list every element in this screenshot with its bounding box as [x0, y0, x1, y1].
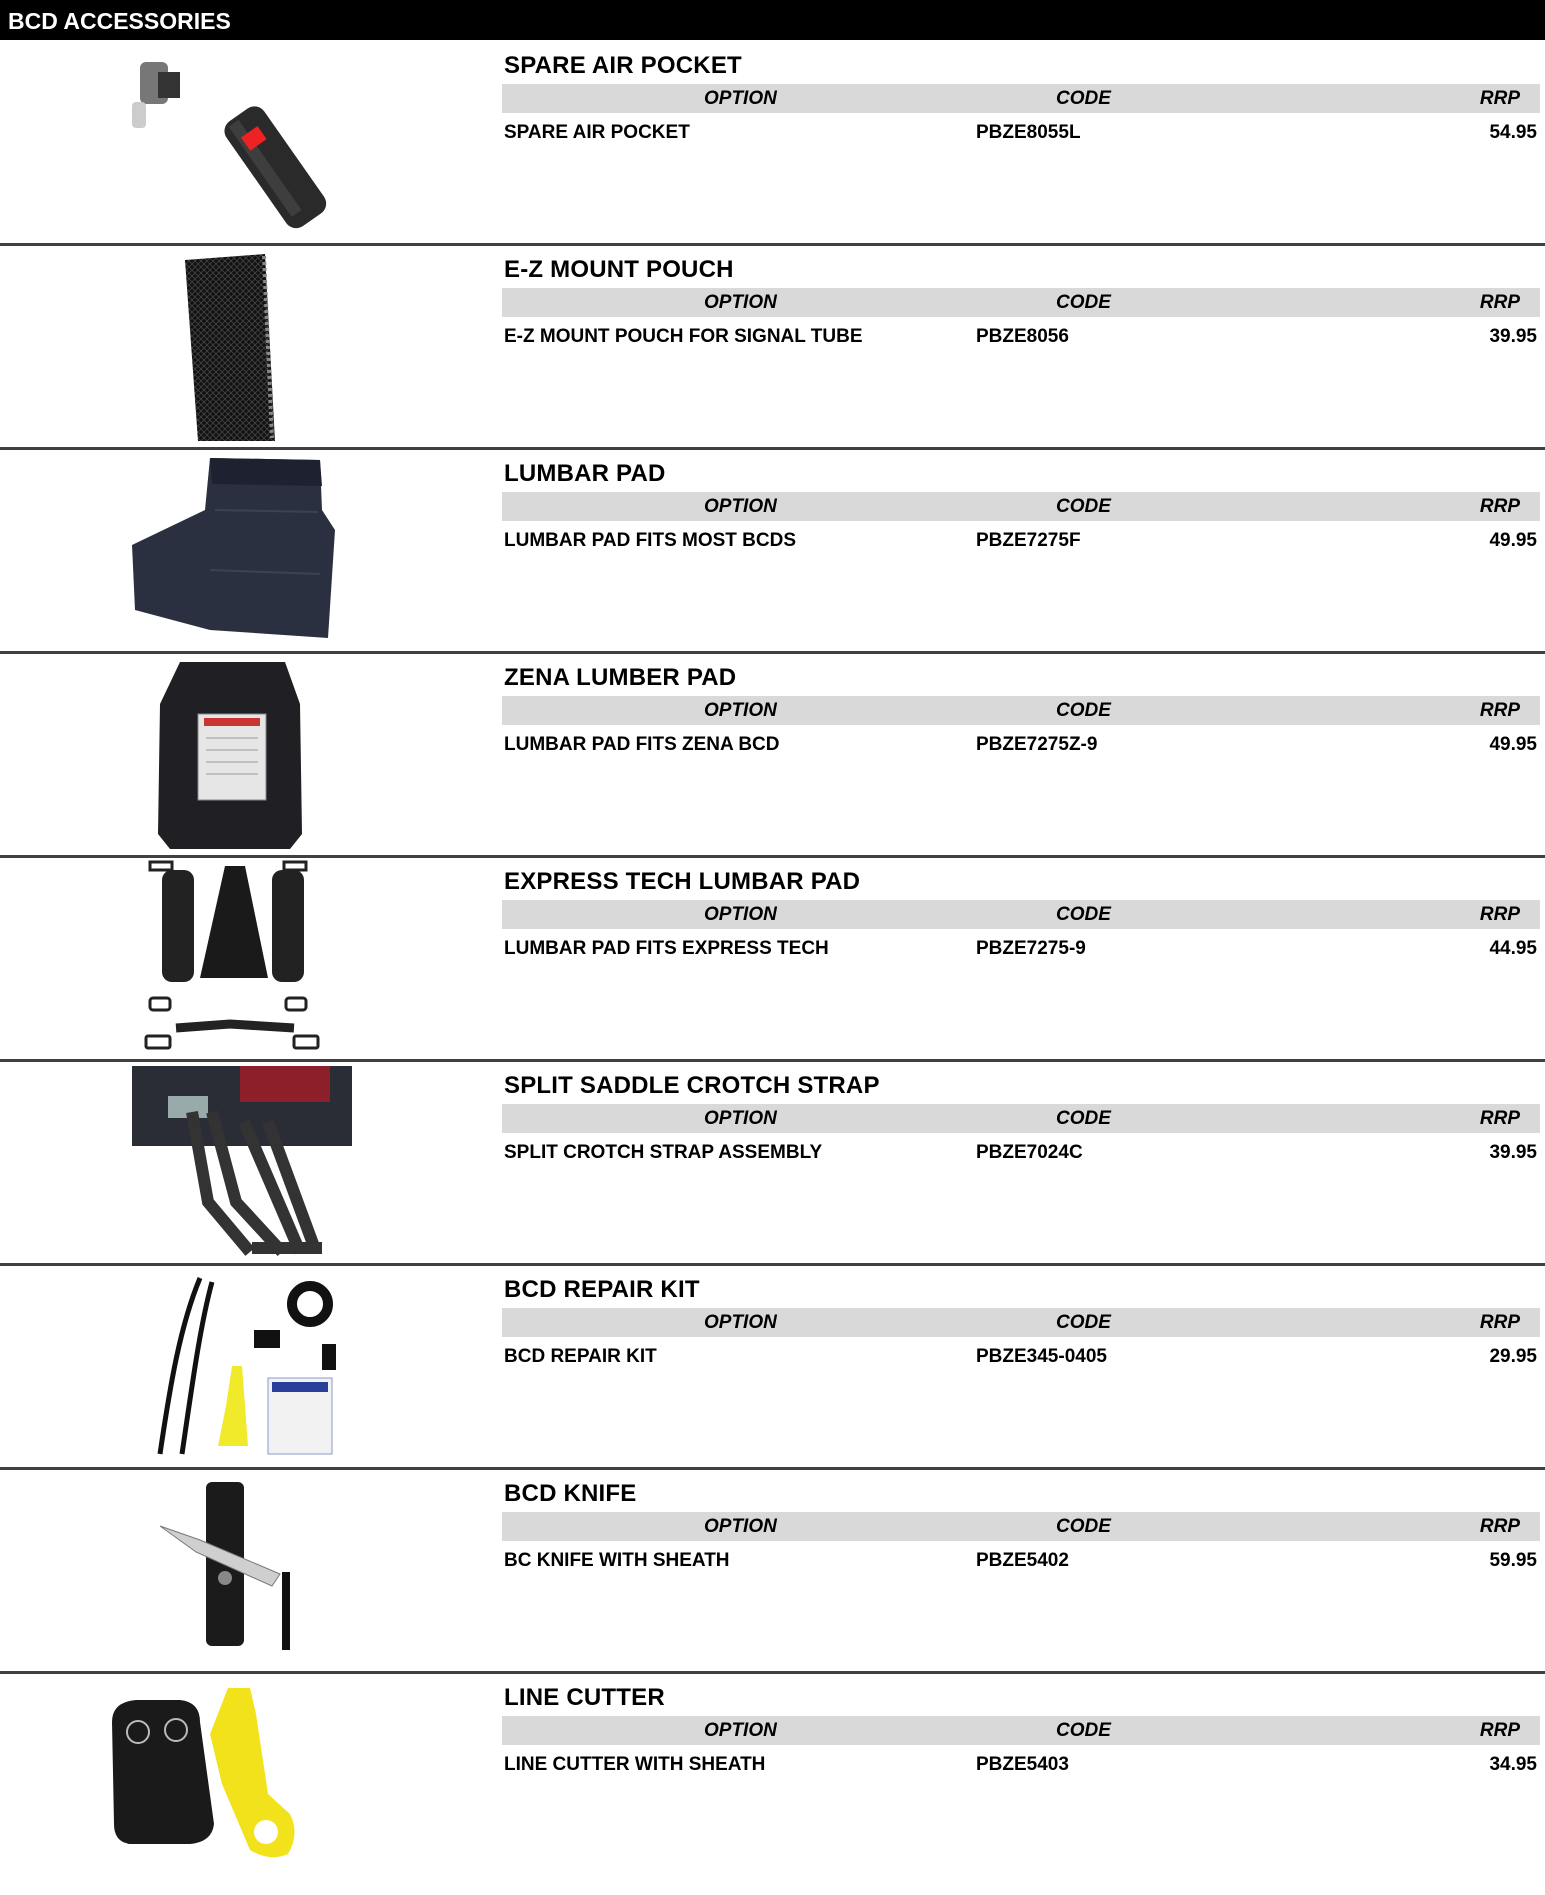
option-cell: E-Z MOUNT POUCH FOR SIGNAL TUBE: [504, 326, 863, 347]
page-title: BCD ACCESSORIES: [8, 8, 231, 34]
page-header: [0, 0, 1545, 40]
product-image: [0, 450, 490, 650]
product-image: [0, 246, 490, 446]
rrp-cell: 29.95: [1489, 1346, 1537, 1367]
column-code: CODE: [1056, 1312, 1111, 1333]
column-code: CODE: [1056, 904, 1111, 925]
code-cell: PBZE7275-9: [976, 938, 1086, 959]
code-cell: PBZE5403: [976, 1754, 1069, 1775]
column-code: CODE: [1056, 700, 1111, 721]
option-cell: BC KNIFE WITH SHEATH: [504, 1550, 730, 1571]
product-image: [0, 1470, 490, 1670]
table-header: [502, 492, 1540, 521]
table-row: [504, 526, 1537, 554]
column-code: CODE: [1056, 1108, 1111, 1129]
code-cell: PBZE7275F: [976, 530, 1081, 551]
rrp-cell: 49.95: [1489, 530, 1537, 551]
table-header: [502, 900, 1540, 929]
rrp-cell: 39.95: [1489, 1142, 1537, 1163]
column-option: OPTION: [704, 1516, 777, 1537]
column-option: OPTION: [704, 700, 777, 721]
column-option: OPTION: [704, 904, 777, 925]
column-rrp: RRP: [1479, 1312, 1520, 1333]
option-cell: SPARE AIR POCKET: [504, 122, 690, 143]
rrp-cell: 34.95: [1489, 1754, 1537, 1775]
product-image: [0, 1062, 490, 1262]
code-cell: PBZE7024C: [976, 1142, 1083, 1163]
table-row: [504, 1546, 1537, 1574]
option-cell: SPLIT CROTCH STRAP ASSEMBLY: [504, 1142, 823, 1163]
table-row: [504, 730, 1537, 758]
product-title: LUMBAR PAD: [504, 460, 666, 487]
rrp-cell: 49.95: [1489, 734, 1537, 755]
bc-knife-icon: [0, 1470, 490, 1670]
code-cell: PBZE8056: [976, 326, 1069, 347]
code-cell: PBZE7275Z-9: [976, 734, 1098, 755]
rrp-cell: 39.95: [1489, 326, 1537, 347]
code-cell: PBZE5402: [976, 1550, 1069, 1571]
column-option: OPTION: [704, 88, 777, 109]
table-header: [502, 1716, 1540, 1745]
spare-air-pocket-icon: [0, 42, 490, 242]
product-lumbar-pad: [0, 450, 1545, 654]
product-express-tech-lumbar-pad: [0, 858, 1545, 1062]
product-title: EXPRESS TECH LUMBAR PAD: [504, 868, 861, 895]
lumbar-pad-icon: [0, 450, 490, 650]
product-split-saddle-crotch-strap: [0, 1062, 1545, 1266]
table-header: [502, 1104, 1540, 1133]
column-rrp: RRP: [1479, 904, 1520, 925]
option-cell: LUMBAR PAD FITS MOST BCDS: [504, 530, 797, 551]
product-image: [0, 1266, 490, 1466]
product-bcd-knife: [0, 1470, 1545, 1674]
column-option: OPTION: [704, 1720, 777, 1741]
column-code: CODE: [1056, 292, 1111, 313]
repair-kit-icon: [0, 1266, 490, 1466]
product-image: [0, 858, 490, 1058]
column-option: OPTION: [704, 1108, 777, 1129]
option-cell: LUMBAR PAD FITS EXPRESS TECH: [504, 938, 829, 959]
column-option: OPTION: [704, 496, 777, 517]
column-rrp: RRP: [1479, 1720, 1520, 1741]
line-cutter-icon: [0, 1674, 490, 1889]
product-title: SPARE AIR POCKET: [504, 52, 742, 79]
express-tech-pad-icon: [0, 858, 490, 1058]
table-header: [502, 696, 1540, 725]
product-title: ZENA LUMBER PAD: [504, 664, 737, 691]
column-rrp: RRP: [1479, 1516, 1520, 1537]
column-rrp: RRP: [1479, 1108, 1520, 1129]
code-cell: PBZE8055L: [976, 122, 1081, 143]
table-row: [504, 322, 1537, 350]
code-cell: PBZE345-0405: [976, 1346, 1107, 1367]
column-option: OPTION: [704, 292, 777, 313]
option-cell: LUMBAR PAD FITS ZENA BCD: [504, 734, 780, 755]
product-title: LINE CUTTER: [504, 1684, 665, 1711]
table-header: [502, 84, 1540, 113]
table-header: [502, 1308, 1540, 1337]
product-spare-air-pocket: [0, 42, 1545, 246]
column-rrp: RRP: [1479, 700, 1520, 721]
rrp-cell: 54.95: [1489, 122, 1537, 143]
column-rrp: RRP: [1479, 496, 1520, 517]
table-row: [504, 1750, 1537, 1778]
column-option: OPTION: [704, 1312, 777, 1333]
product-line-cutter: [0, 1674, 1545, 1878]
table-row: [504, 934, 1537, 962]
product-title: BCD KNIFE: [504, 1480, 637, 1507]
product-image: [0, 654, 490, 854]
zena-lumbar-pad-icon: [0, 654, 490, 854]
mesh-pouch-icon: [0, 246, 490, 446]
column-code: CODE: [1056, 1516, 1111, 1537]
column-code: CODE: [1056, 88, 1111, 109]
crotch-strap-icon: [0, 1062, 490, 1262]
product-ez-mount-pouch: [0, 246, 1545, 450]
table-row: [504, 1342, 1537, 1370]
table-header: [502, 288, 1540, 317]
option-cell: BCD REPAIR KIT: [504, 1346, 657, 1367]
product-title: BCD REPAIR KIT: [504, 1276, 700, 1303]
rrp-cell: 59.95: [1489, 1550, 1537, 1571]
product-image: [0, 1674, 490, 1874]
product-zena-lumbar-pad: [0, 654, 1545, 858]
table-header: [502, 1512, 1540, 1541]
column-code: CODE: [1056, 496, 1111, 517]
rrp-cell: 44.95: [1489, 938, 1537, 959]
product-title: SPLIT SADDLE CROTCH STRAP: [504, 1072, 880, 1099]
product-bcd-repair-kit: [0, 1266, 1545, 1470]
product-image: [0, 42, 490, 242]
column-rrp: RRP: [1479, 292, 1520, 313]
table-row: [504, 118, 1537, 146]
option-cell: LINE CUTTER WITH SHEATH: [504, 1754, 766, 1775]
column-rrp: RRP: [1479, 88, 1520, 109]
table-row: [504, 1138, 1537, 1166]
product-title: E-Z MOUNT POUCH: [504, 256, 734, 283]
column-code: CODE: [1056, 1720, 1111, 1741]
